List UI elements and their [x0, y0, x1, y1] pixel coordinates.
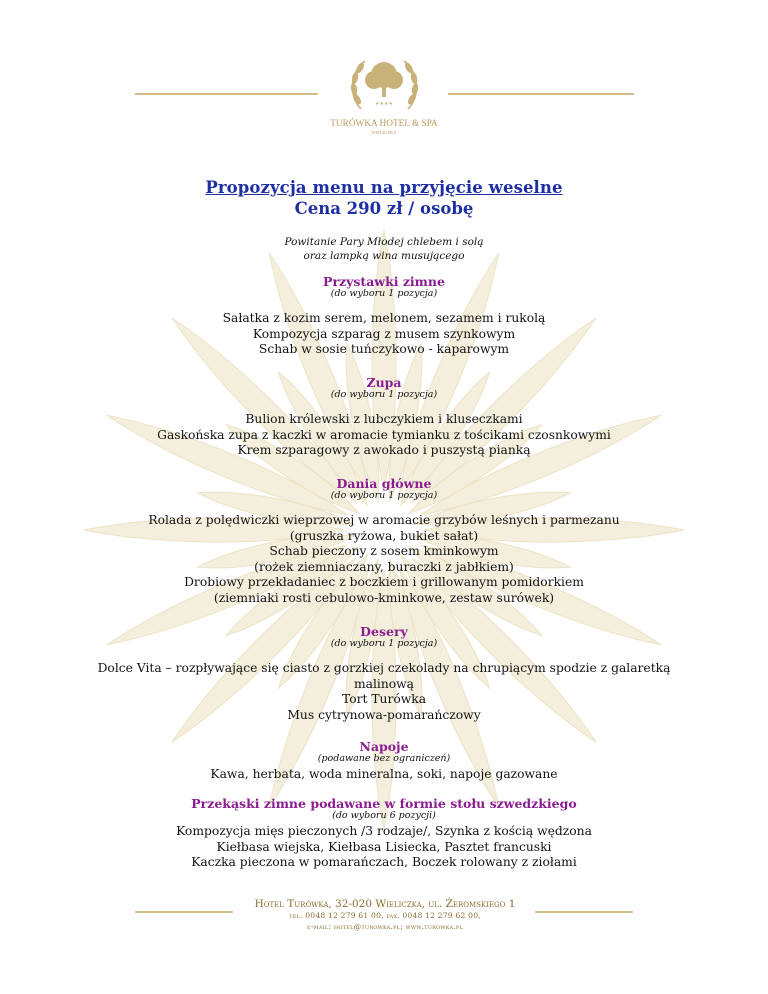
section-heading: Desery [360, 624, 408, 639]
section-note: (do wyboru 1 pozycja) [330, 638, 438, 649]
menu-item: Kawa, herbata, woda mineralna, soki, napoje gazowane [210, 767, 558, 781]
welcome-line: oraz lampką wina musującego [303, 250, 465, 262]
footer-line-left [135, 911, 233, 913]
menu-section [0, 375, 768, 459]
section-note: (do wyboru 1 pozycja) [330, 490, 438, 501]
menu-section [0, 274, 768, 358]
menu-item: (rożek ziemniaczany, buraczki z jabłkiem) [254, 559, 514, 574]
menu-section [0, 476, 768, 606]
footer-phone-line: tel. 0048 12 279 61 00, fax. 0048 12 279 62 00, [289, 911, 481, 920]
header-line-right [448, 93, 634, 95]
menu-item: Bulion królewski z lubczykiem i kluseczkami [245, 412, 523, 426]
svg-text:★★★★: ★★★★ [375, 101, 393, 107]
menu-item: (gruszka ryżowa, bukiet sałat) [289, 528, 479, 543]
footer-address-line: Hotel Turówka, 32-020 Wieliczka, ul. Żeromskiego 1 [254, 898, 516, 910]
footer-contact-line: e-mail: hotel@turowka.pl; www.turowka.pl [307, 922, 463, 931]
menu-item: Schab w sosie tuńczykowo - kaparowym [258, 342, 510, 356]
welcome-text [0, 235, 768, 263]
menu-item: Drobiowy przekładaniec z boczkiem i grillowanym pomidorkiem [184, 575, 584, 589]
menu-section [0, 796, 768, 871]
menu-item: Schab pieczony z sosem kminkowym [269, 544, 499, 558]
footer-address [240, 899, 530, 932]
menu-item: Kaczka pieczona w pomarańczach, Boczek rolowany z ziołami [191, 855, 577, 869]
price-line: Cena 290 zł / osobę [294, 199, 474, 218]
logo-subtext: WIELICZKA [371, 130, 397, 135]
menu-section [0, 739, 768, 783]
menu-item: Tort Turówka [341, 692, 427, 706]
menu-item: Gaskońska zupa z kaczki w aromacie tymianku z tościkami czosnkowymi [157, 427, 611, 442]
welcome-line: Powitanie Pary Młodej chlebem i solą [284, 236, 484, 248]
section-note: (do wyboru 1 pozycja) [330, 389, 438, 400]
menu-item: Sałatka z kozim serem, melonem, sezamem i rukolą [222, 311, 546, 325]
logo-text: TURÓWKA HOTEL & SPA [330, 119, 438, 129]
hotel-logo [321, 47, 448, 137]
menu-item: Dolce Vita – rozpływające się ciasto z gorzkiej czekolady na chrupiącym spodzie z galaretką [97, 661, 671, 675]
menu-item: Kompozycja mięs pieczonych /3 rodzaje/, Szynka z kością wędzona [176, 824, 592, 838]
section-note: (podawane bez ograniczeń) [317, 753, 451, 764]
menu-item: Rolada z polędwiczki wieprzowej w aromacie grzybów leśnych i parmezanu [148, 513, 620, 527]
section-heading: Przystawki zimne [323, 274, 445, 289]
page-title: Propozycja menu na przyjęcie weselne [205, 178, 563, 197]
section-heading: Napoje [359, 739, 409, 754]
section-heading: Dania główne [336, 476, 432, 491]
menu-item: Krem szparagowy z awokado i puszystą pianką [237, 443, 531, 457]
section-note: (do wyboru 6 pozycji) [332, 810, 436, 821]
section-heading: Przekąski zimne podawane w formie stołu szwedzkiego [191, 796, 577, 811]
menu-item: (ziemniaki rosti cebulowo-kminkowe, zestaw surówek) [213, 590, 555, 605]
footer-line-right [535, 911, 633, 913]
menu-section [0, 624, 768, 723]
menu-item: Kiełbasa wiejska, Kiełbasa Lisiecka, Pasztet francuski [216, 839, 552, 854]
menu-item: Kompozycja szparag z musem szynkowym [252, 326, 516, 341]
section-heading: Zupa [366, 375, 402, 390]
section-note: (do wyboru 1 pozycja) [330, 288, 438, 299]
header-line-left [135, 93, 318, 95]
menu-item: malinową [353, 676, 415, 691]
menu-item: Mus cytrynowa-pomarańczowy [287, 707, 481, 722]
